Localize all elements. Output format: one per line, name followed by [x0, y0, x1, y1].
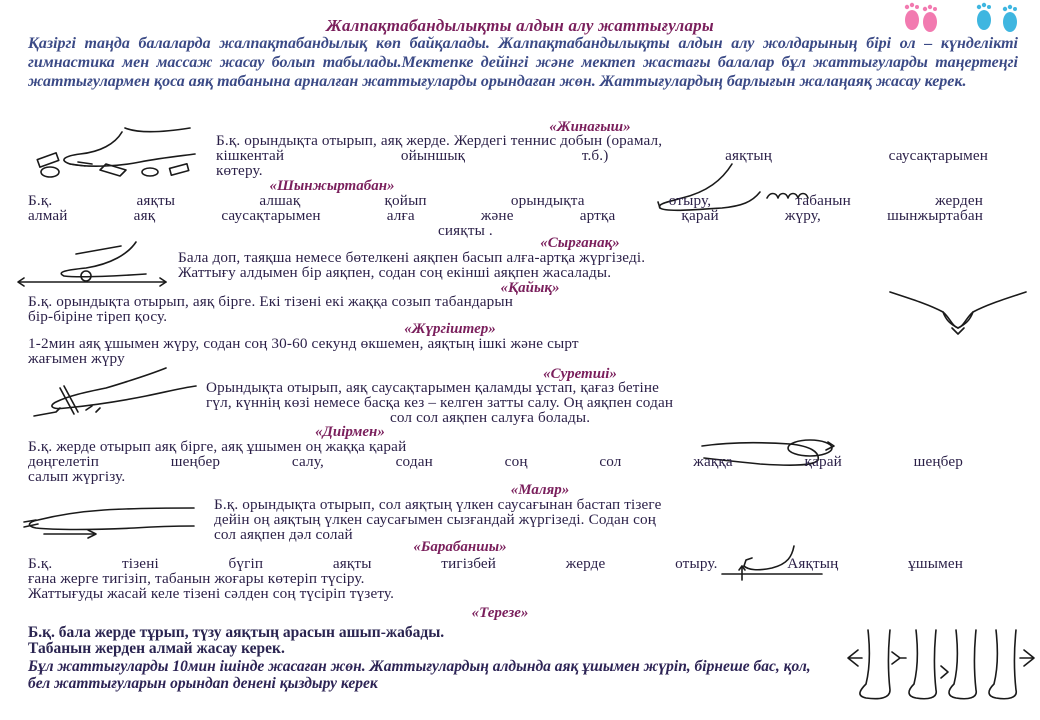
exercise-text-qayyq-2: бір-біріне тіреп қосу. [28, 308, 168, 325]
exercise-text-malyar-3: сол аяқпен дәл солай [214, 526, 353, 543]
exercise-text-syrghanaq-1: Бала доп, таяқша немесе бөтелкені аяқпен басып алға-артқа жүргізеді. [178, 249, 646, 266]
exercise-text-zhurgishter-1: 1-2мин аяқ ұшымен жүру, содан соң 30-60 секунд өкшемен, аяқтың ішкі және сырт [28, 335, 579, 352]
page-title: Жалпақтабандылықты алдын алу жаттығулары [326, 16, 714, 35]
exercise-text-suretshi-2: гүл, күннің көзі немесе басқа кез – келген затты салу. Оң аяқпен содан [206, 394, 674, 411]
exercise-heading-shynzhyrtaban: «Шынжыртабан» [269, 178, 395, 194]
exercise-text-tereze-2: Табанын жерден алмай жасау керек. [28, 640, 285, 657]
exercise-heading-zhurgishter: «Жүргіштер» [404, 321, 496, 337]
exercise-heading-qayyq: «Қайық» [500, 280, 560, 296]
exercise-heading-syrghanaq: «Сырғанақ» [540, 235, 620, 251]
exercise-text-zhurgishter-2: жағымен жүру [28, 350, 125, 367]
exercise-heading-zhinaghysh: «Жинағыш» [549, 119, 631, 135]
exercise-text-zhinaghysh-2: кішкентай ойыншық т.б.) аяқтың саусақтарымен [216, 147, 988, 164]
foot-picking-objects-illustration [30, 126, 210, 181]
foot-rolling-ball-illustration [16, 242, 174, 287]
exercise-text-tereze-1: Б.қ. бала жерде тұрып, түзу аяқтың арасын ашып-жабады. [28, 624, 445, 641]
feet-boat-illustration [888, 284, 1028, 336]
closing-paragraph: Бұл жаттығуларды 10мин ішінде жасаған жөн. Жаттығулардың алдында аяқ ұшымен жүріп, бірнеше бас, қол, бел жаттығуларын орындап денені қыздыру керек [28, 658, 811, 692]
foot-drawing-pencil-illustration [26, 366, 201, 418]
exercise-text-diirmen-1: Б.қ. жерде отырып аяқ бірге, аяқ ұшымен оң жаққа қарай [28, 438, 407, 455]
exercise-text-barabanshy-1: Б.қ. тізені бүгіп аяқты тигізбей жерде отыру. Аяқтың ұшымен [28, 555, 963, 572]
exercise-text-suretshi-1: Орындықта отырып, аяқ саусақтарымен қаламды ұстап, қағаз бетіне [206, 379, 660, 396]
exercise-heading-barabanshy: «Барабаншы» [413, 539, 507, 555]
exercise-text-shynzhyrtaban-2: алмай аяқ саусақтарымен алға және артқа қарай жүру, шынжыртабан [28, 207, 983, 224]
exercise-text-barabanshy-2: ғана жерге тигізіп, табанын жоғары көтеріп түсіру. [28, 570, 365, 587]
exercise-text-zhinaghysh-1: Б.қ. орындықта отырып, аяқ жерде. Жердегі теннис добын (орамал, [216, 132, 663, 149]
exercise-text-qayyq-1: Б.қ. орындықта отырып, аяқ бірге. Екі тізені екі жаққа созып табандарын [28, 293, 513, 310]
exercise-text-malyar-1: Б.қ. орындықта отырып, сол аяқтың үлкен саусағынан бастап тізеге [214, 496, 662, 513]
exercise-text-shynzhyrtaban-1: Б.қ. аяқты алшақ қойып орындықта отыру, табанын жерден [28, 192, 983, 209]
exercise-text-suretshi-3: сол сол аяқпен салуға болады. [390, 409, 591, 426]
exercise-text-barabanshy-3: Жаттығуды жасай келе тізені сәлден соң түсіріп түзету. [28, 585, 395, 602]
exercise-text-malyar-2: дейін оң аяқтың үлкен саусағымен сызғандай жүргізеді. Содан соң [214, 511, 657, 528]
feet-window-illustration [846, 628, 1036, 706]
exercise-text-diirmen-2: дөңгелетіп шеңбер салу, содан соң сол жаққа қарай шеңбер [28, 453, 963, 470]
exercise-text-shynzhyrtaban-3: сияқты . [438, 222, 493, 239]
exercise-text-diirmen-3: салып жүргізу. [28, 468, 126, 485]
foot-painter-illustration [14, 500, 199, 540]
exercise-text-zhinaghysh-3: көтеру. [216, 162, 263, 179]
exercise-heading-suretshi: «Суретші» [543, 366, 617, 382]
intro-paragraph: Қазіргі таңда балаларда жалпақтабандылық көп байқалады. Жалпақтабандылықты алдын алу жолдарының бірі ол – күнделікті гимнастика мен массаж жасау болып табылады.Мектепке дейінгі және мектеп жастағы балалар бұл жаттығуларды таңертеңгі жаттығулармен қоса аяқ табанына арналған жаттығуларды орындаған жөн. Жаттығулардың барлығын жалаңаяқ жасау керек. [28, 35, 1018, 90]
exercise-text-syrghanaq-2: Жаттығу алдымен бір аяқпен, содан соң екінші аяқпен жасалады. [178, 264, 612, 281]
exercise-heading-tereze: «Терезе» [471, 605, 529, 621]
exercise-heading-diirmen: «Диірмен» [315, 424, 385, 440]
exercise-heading-malyar: «Маляр» [510, 482, 570, 498]
